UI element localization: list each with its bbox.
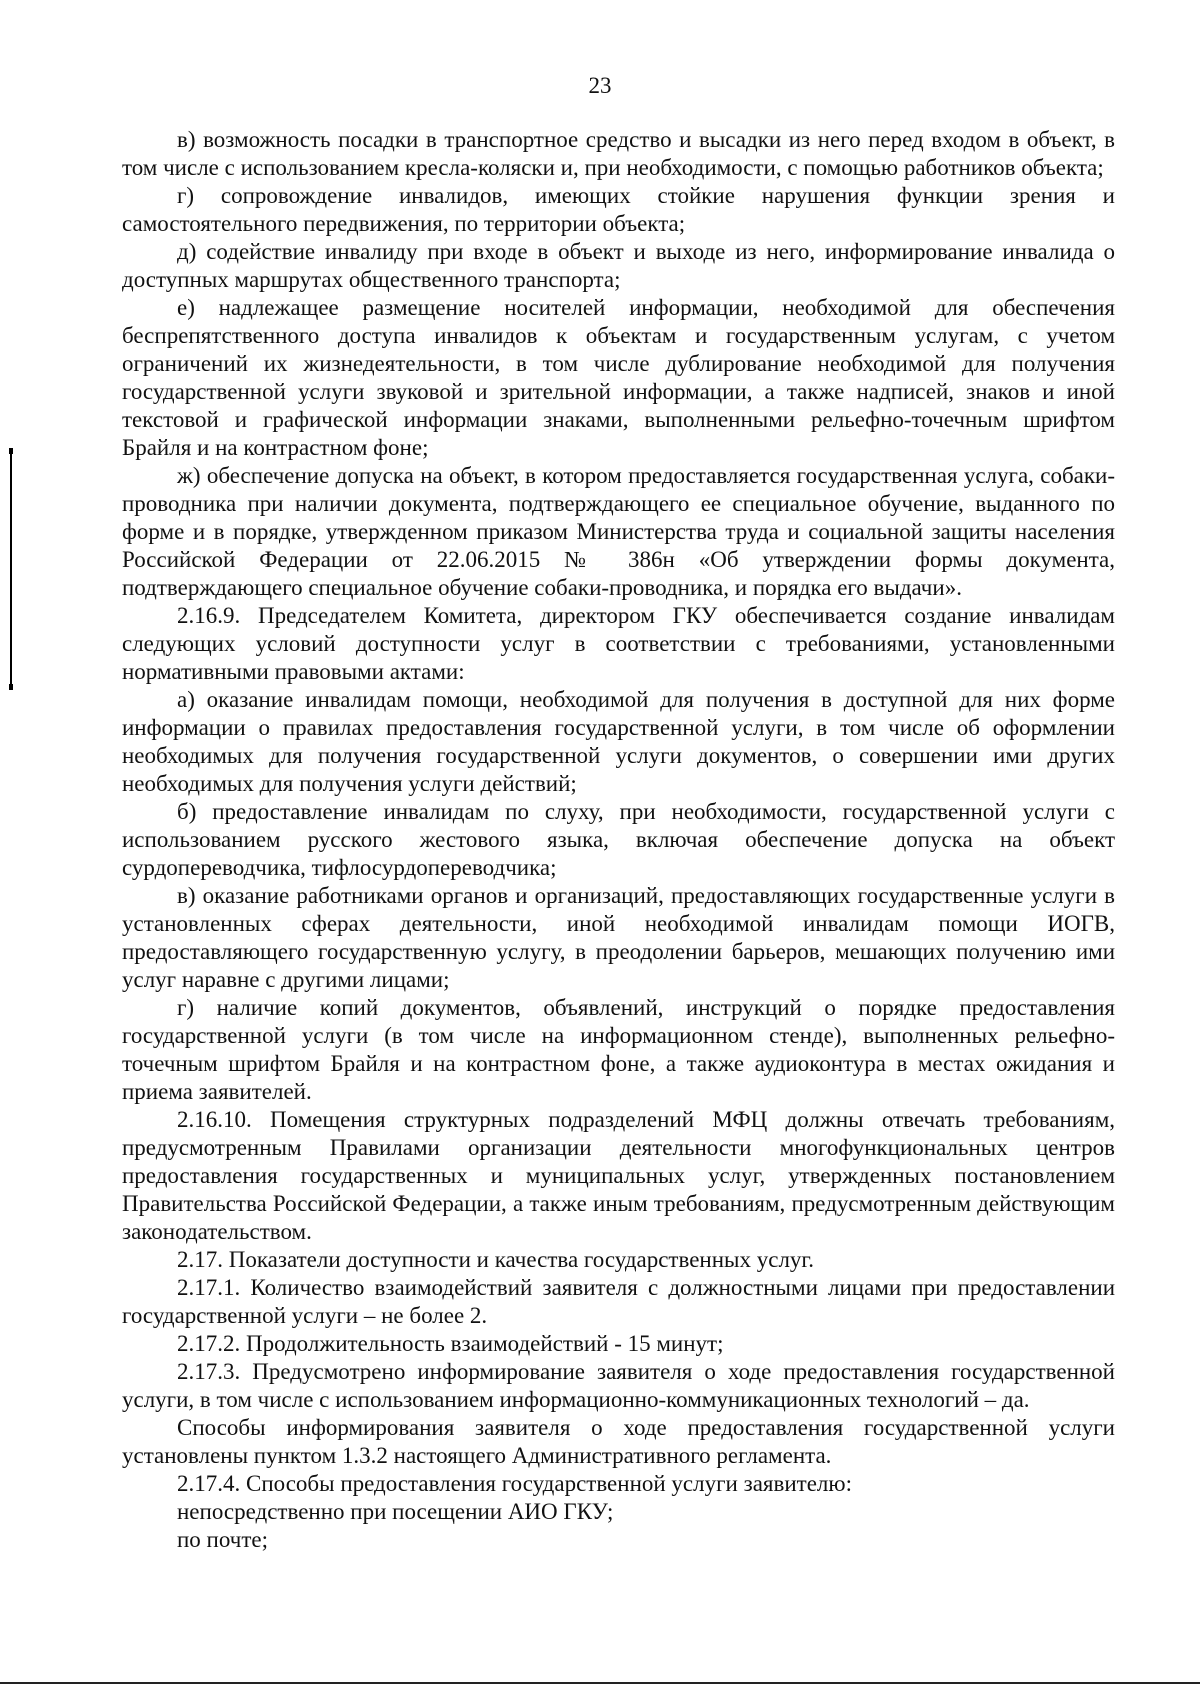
paragraph-b-sign-language: б) предоставление инвалидам по слуху, при необходимости, государственной услуги с использованием русского жестового языка, включая обеспечение допуска на объект сурдопереводчика, тифлосурдопереводчика; [122,799,1115,880]
paragraph-zh-guide-dog: ж) обеспечение допуска на объект, в котором предоставляется государственная услуга, собаки-проводника при наличии документа, подтверждающего ее специальное обучение, выданного по форме и в порядке, утвержденном приказом Министерства труда и социальной защиты населения Российской Федерации от 22.06.2015 № 386н «Об утверждении формы документа, подтверждающего специальное обучение собаки-проводника, и порядка его выдачи». [122,463,1115,600]
paragraph-d-assistance: д) содействие инвалиду при входе в объект и выходе из него, информирование инвалида о доступных маршрутах общественного транспорта; [122,239,1115,292]
paragraph-informing-methods: Способы информирования заявителя о ходе предоставления государственной услуги установлены пунктом 1.3.2 настоящего Административного регламента. [122,1415,1115,1468]
paragraph-a-help: а) оказание инвалидам помощи, необходимой для получения в доступной для них форме информации о правилах предоставления государственной услуги, в том числе об оформлении необходимых для получения государственной услуги документов, о совершении ими других необходимых для получения услуги действий; [122,687,1115,796]
paragraph-2-17-3: 2.17.3. Предусмотрено информирование заявителя о ходе предоставления государственной услуги, в том числе с использованием информационно-коммуникационных технологий – да. [122,1359,1115,1412]
paragraph-2-17-1: 2.17.1. Количество взаимодействий заявителя с должностными лицами при предоставлении государственной услуги – не более 2. [122,1275,1115,1328]
margin-scan-tick [9,448,13,454]
list-item-in-person: непосредственно при посещении АИО ГКУ; [177,1499,614,1524]
paragraph-2-16-10: 2.16.10. Помещения структурных подразделений МФЦ должны отвечать требованиям, предусмотренным Правилами организации деятельности многофункциональных центров предоставления государственных и муниципальных услуг, утвержденных постановлением Правительства Российской Федерации, а также иным требованиям, предусмотренным действующим законодательством. [122,1107,1115,1244]
list-item-by-mail: по почте; [177,1527,268,1552]
document-body [122,126,1115,1554]
paragraph-2-16-9: 2.16.9. Председателем Комитета, директором ГКУ обеспечивается создание инвалидам следующих условий доступности услуг в соответствии с требованиями, установленными нормативными правовыми актами: [122,603,1115,684]
margin-scan-tick [9,684,13,690]
margin-scan-mark [10,452,12,688]
page-number: 23 [588,73,612,98]
paragraph-2-17-4: 2.17.4. Способы предоставления государственной услуги заявителю: [177,1471,852,1496]
paragraph-v-boarding: в) возможность посадки в транспортное средство и высадки из него перед входом в объект, в том числе с использованием кресла-коляски и, при необходимости, с помощью работников объекта; [122,127,1115,180]
paragraph-e-information-carriers: е) надлежащее размещение носителей информации, необходимой для обеспечения беспрепятственного доступа инвалидов к объектам и государственным услугам, с учетом ограничений их жизнедеятельности, в том числе дублирование необходимой для получения государственной услуги звуковой и зрительной информации, а также надписей, знаков и иной текстовой и графической информации знаками, выполненными рельефно-точечным шрифтом Брайля и на контрастном фоне; [122,295,1115,460]
paragraph-g-braille-copies: г) наличие копий документов, объявлений, инструкций о порядке предоставления государственной услуги (в том числе на информационном стенде), выполненных рельефно-точечным шрифтом Брайля и на контрастном фоне, а также аудиоконтура в местах ожидания и приема заявителей. [122,995,1115,1104]
paragraph-g-escort: г) сопровождение инвалидов, имеющих стойкие нарушения функции зрения и самостоятельного передвижения, по территории объекта; [122,183,1115,236]
paragraph-2-17: 2.17. Показатели доступности и качества государственных услуг. [177,1247,815,1272]
paragraph-v-staff-help: в) оказание работниками органов и организаций, предоставляющих государственные услуги в установленных сферах деятельности, иной необходимой инвалидам помощи ИОГВ, предоставляющего государственную услугу, в преодолении барьеров, мешающих получению ими услуг наравне с другими лицами; [122,883,1115,992]
page-bottom-border [0,1682,1200,1684]
paragraph-2-17-2: 2.17.2. Продолжительность взаимодействий - 15 минут; [177,1331,724,1356]
